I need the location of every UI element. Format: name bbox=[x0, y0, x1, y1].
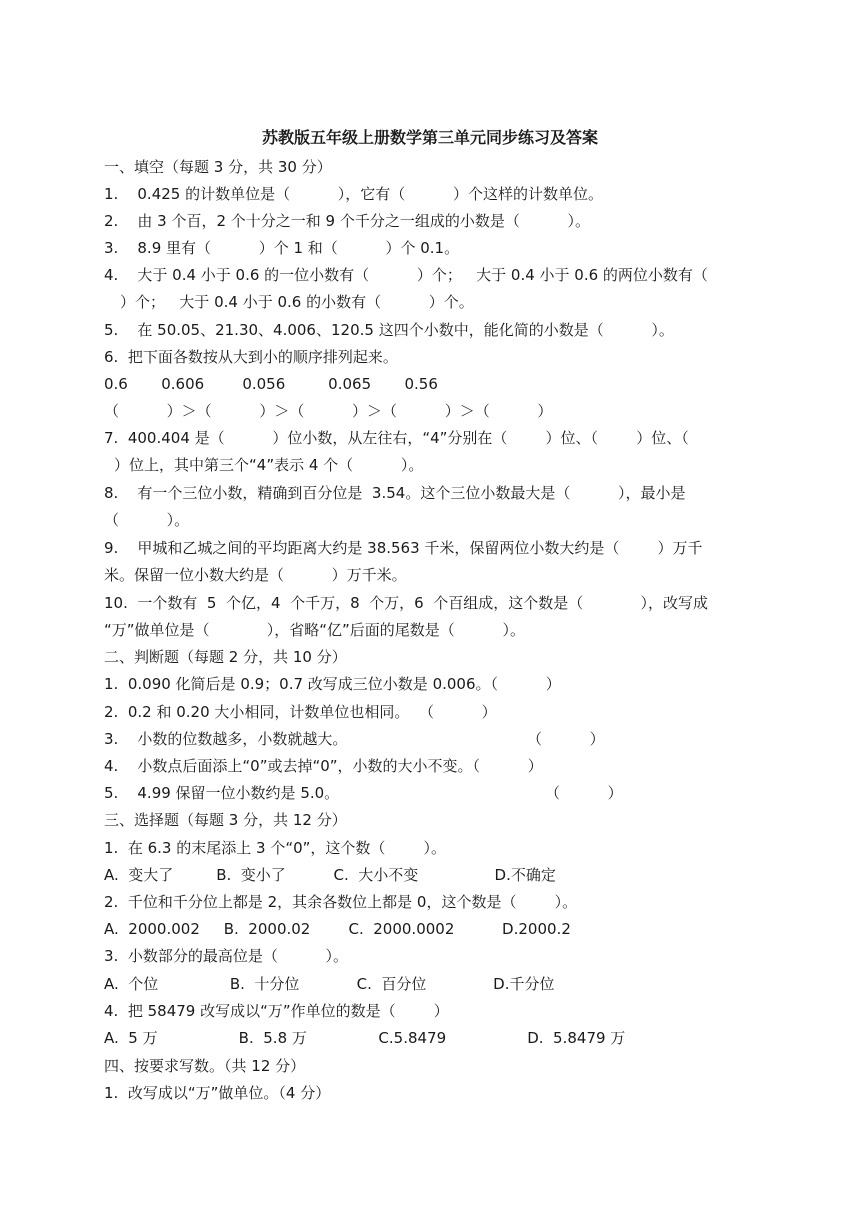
question-line: 3. 小数的位数越多，小数就越大。 bbox=[104, 730, 348, 748]
section-heading-multiple-choice: 三、选择题（每题 3 分，共 12 分） bbox=[104, 811, 347, 829]
question-line: 1. 在 6.3 的末尾添上 3 个“0”，这个数（ ）。 bbox=[104, 839, 447, 857]
choice-options: A. 变大了 B. 变小了 C. 大小不变 D.不确定 bbox=[104, 866, 556, 884]
question-line: 5. 4.99 保留一位小数约是 5.0。 bbox=[104, 784, 340, 802]
section-heading-true-false: 二、判断题（每题 2 分，共 10 分） bbox=[104, 648, 347, 666]
choice-options: A. 2000.002 B. 2000.02 C. 2000.0002 D.2000.2 bbox=[104, 920, 571, 938]
answer-blank: （ ） bbox=[545, 784, 623, 802]
question-line: 2. 千位和千分位上都是 2，其余各数位上都是 0，这个数是（ ）。 bbox=[104, 893, 578, 911]
choice-options: A. 个位 B. 十分位 C. 百分位 D.千分位 bbox=[104, 975, 555, 993]
document-title: 苏教版五年级上册数学第三单元同步练习及答案 bbox=[261, 128, 598, 147]
question-line: 4. 把 58479 改写成以“万”作单位的数是（ ） bbox=[104, 1002, 449, 1020]
question-line: 7. 400.404 是（ ）位小数，从左往右，“4”分别在（ ）位、（ ）位、（ bbox=[104, 429, 689, 447]
question-line-continued: ）个； 大于 0.4 小于 0.6 的小数有（ ）个。 bbox=[120, 293, 474, 311]
ordering-blanks: （ ）＞（ ）＞（ ）＞（ ）＞（ ） bbox=[104, 402, 553, 420]
question-line: 10. 一个数有 5 个亿，4 个千万，8 个万，6 个百组成，这个数是（ ），改写成 bbox=[104, 594, 708, 612]
question-line: 1. 0.425 的计数单位是（ ），它有（ ）个这样的计数单位。 bbox=[104, 185, 603, 203]
question-line-continued: “万”做单位是（ ），省略“亿”后面的尾数是（ ）。 bbox=[104, 621, 525, 639]
question-line: 1. 0.090 化简后是 0.9；0.7 改写成三位小数是 0.006。（ ） bbox=[104, 675, 561, 693]
section-heading-fill-blank: 一、填空（每题 3 分，共 30 分） bbox=[104, 158, 332, 176]
question-line: 2. 由 3 个百，2 个十分之一和 9 个千分之一组成的小数是（ ）。 bbox=[104, 212, 591, 230]
answer-blank: （ ） bbox=[527, 730, 605, 748]
question-line: 8. 有一个三位小数，精确到百分位是 3.54。这个三位小数最大是（ ），最小是 bbox=[104, 484, 686, 502]
question-line: 6. 把下面各数按从大到小的顺序排列起来。 bbox=[104, 348, 398, 366]
question-line: 5. 在 50.05、21.30、4.006、120.5 这四个小数中，能化简的小数是（ ）。 bbox=[104, 321, 674, 339]
question-line: 4. 小数点后面添上“0”或去掉“0”，小数的大小不变。（ ） bbox=[104, 757, 543, 775]
question-line-continued: （ ）。 bbox=[104, 511, 190, 529]
question-line: 3. 小数部分的最高位是（ ）。 bbox=[104, 947, 349, 965]
question-line: 1. 改写成以“万”做单位。（4 分） bbox=[104, 1084, 331, 1102]
number-list: 0.6 0.606 0.056 0.065 0.56 bbox=[104, 375, 438, 393]
question-line-continued: ）位上，其中第三个“4”表示 4 个（ ）。 bbox=[114, 456, 424, 474]
question-line: 2. 0.2 和 0.20 大小相同，计数单位也相同。 （ ） bbox=[104, 703, 497, 721]
section-heading-write-numbers: 四、按要求写数。（共 12 分） bbox=[104, 1057, 306, 1075]
question-line: 3. 8.9 里有（ ）个 1 和（ ）个 0.1。 bbox=[104, 239, 460, 257]
choice-options: A. 5 万 B. 5.8 万 C.5.8479 D. 5.8479 万 bbox=[104, 1029, 626, 1047]
question-line: 9. 甲城和乙城之间的平均距离大约是 38.563 千米，保留两位小数大约是（ ）万千 bbox=[104, 539, 703, 557]
question-line-continued: 米。保留一位小数大约是（ ）万千米。 bbox=[104, 566, 407, 584]
question-line: 4. 大于 0.4 小于 0.6 的一位小数有（ ）个； 大于 0.4 小于 0.6 的两位小数有（ bbox=[104, 266, 708, 284]
